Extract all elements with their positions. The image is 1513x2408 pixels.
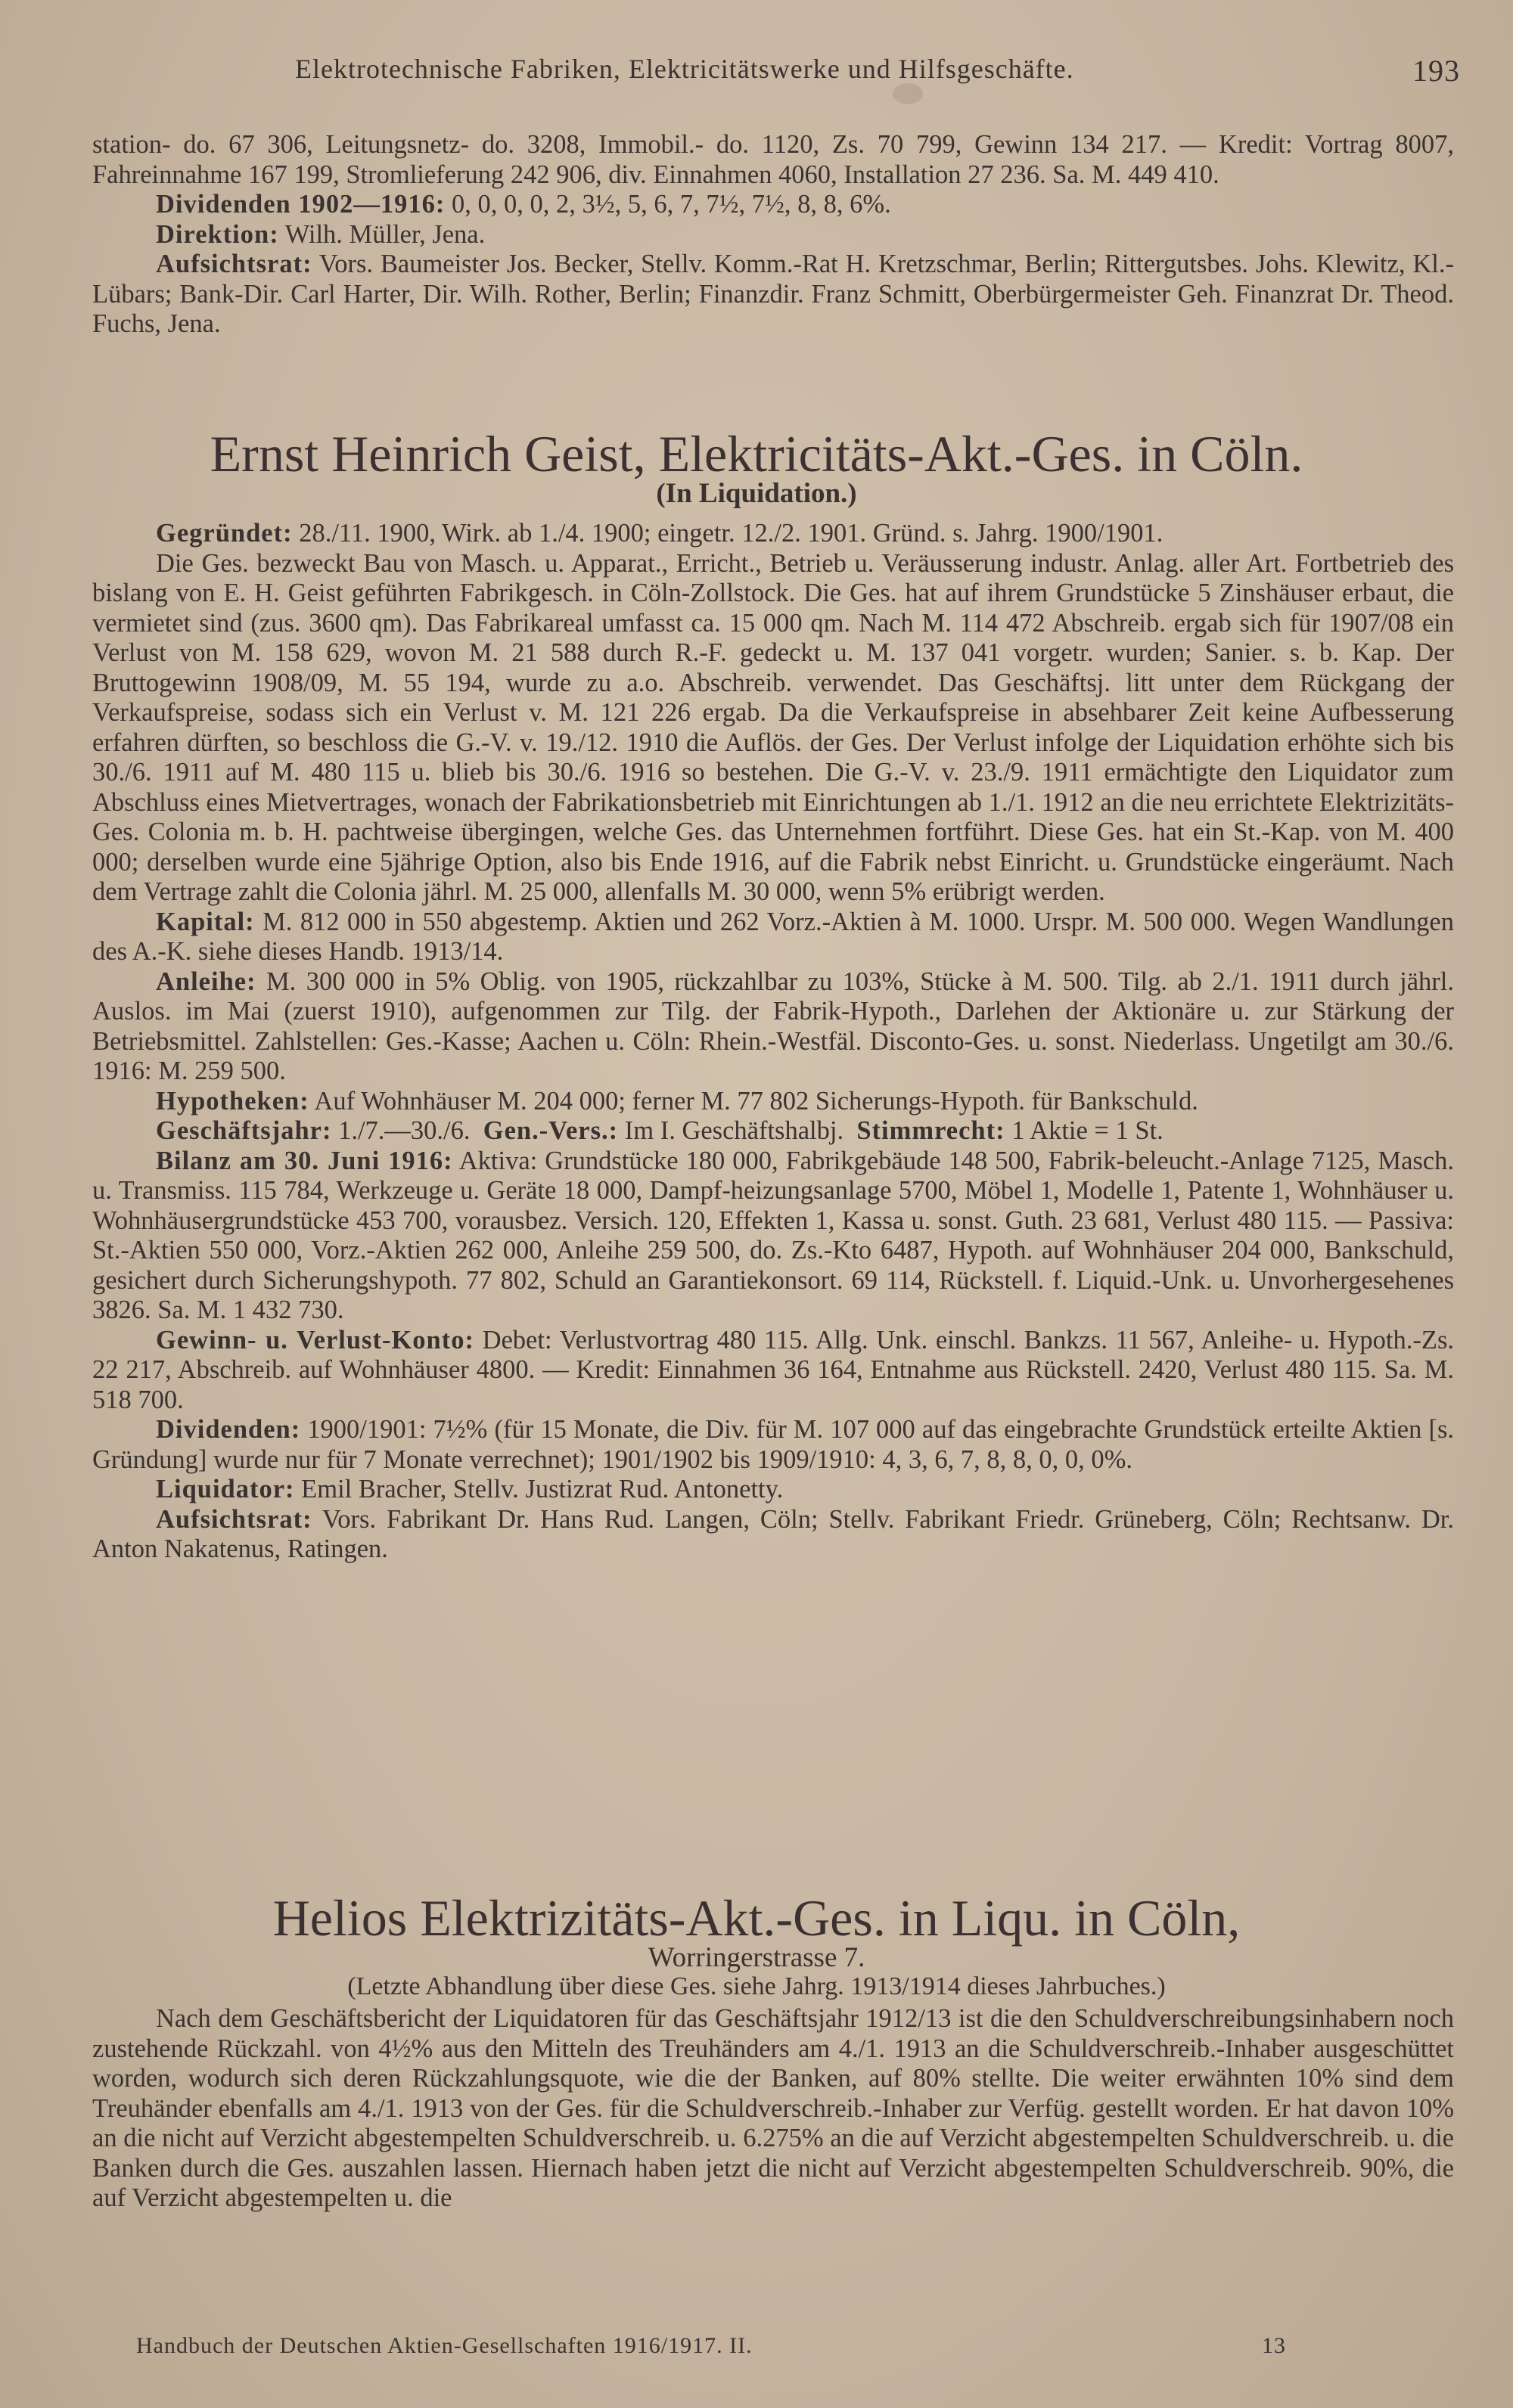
previous-entry-text: station- do. 67 306, Leitungsnetz- do. 3208, Immobil.- do. 1120, Zs. 70 799, Gewinn 134 217. — Kredit: Vortrag 8007, Fahreinnahme 167 199, Stromlieferung 242 906, div. Einnahmen 4060, Installation 27 236. Sa. M. 449 410. [92,130,1454,189]
geist-profit-loss [92,1326,1454,1416]
label: Dividenden: [156,1415,301,1444]
geist-fiscal-year [92,1116,1454,1147]
value: Vors. Baumeister Jos. Becker, Stellv. Komm.-Rat H. Kretzschmar, Berlin; Rittergutsbes. Johs. Klewitz, Kl.-Lübars; Bank-Dir. Carl Harter, Dir. Wilh. Rother, Berlin; Finanzdir. Franz Schmitt, Oberbürgermeister Geh. Finanzrat Dr. Theod. Fuchs, Jena. [92,250,1454,338]
running-title: Elektrotechnische Fabriken, Elektricitätswerke und Hilfsgeschäfte. [295,54,1074,84]
label: Gegründet: [156,519,293,548]
geist-supervisory-board [92,1505,1454,1565]
value: Vors. Fabrikant Dr. Hans Rud. Langen, Cöln; Stellv. Fabrikant Friedr. Grüneberg, Cöln; Rechtsanw. Dr. Anton Nakatenus, Ratingen. [92,1504,1454,1563]
label: Direktion: [156,219,279,249]
helios-entry [92,2004,1454,2214]
value: 1./7.—30./6. [331,1116,471,1145]
geist-balance [92,1147,1454,1326]
helios-body: Nach dem Geschäftsbericht der Liquidatoren für das Geschäftsjahr 1912/13 ist die den Schuldverschreibungsinhabern noch zustehende Rückzahl. von 4½% aus den Mitteln des Treuhänders am 4./1. 1913 an die Schuldverschreib.-Inhaber ausgeschüttet worden, wodurch sich deren Rückzahlungsquote, wie die der Banken, auf 80% stellte. Die weiter erwähnten 10% sind dem Treuhänder ebenfalls am 4./1. 1913 von der Ges. für die Schuldverschreib.-Inhaber zur Verfüg. gestellt worden. Er hat davon 10% an die nicht auf Verzicht abgestempelten Schuldverschreib. u. 6.275% an die auf Verzicht abgestempelten Schuldverschreib. u. die Banken durch die Ges. auszahlen lassen. Hiernach haben jetzt die nicht auf Verzicht abgestempelten Schuldverschreib. 90%, die auf Verzicht abgestempelten u. die [92,2004,1454,2212]
page-footer [136,2333,1286,2359]
label: Gen.-Vers.: [483,1116,619,1145]
value: Aktiva: Grundstücke 180 000, Fabrikgebäude 148 500, Fabrik-beleucht.-Anlage 7125, Masch. u. Transmiss. 115 784, Werkzeuge u. Geräte 18 000, Dampf-heizungsanlage 5700, Möbel 1, Modelle 1, Patente 1, Wohnhäuser u. Wohnhäusergrundstücke 453 700, vorausbez. Versich. 120, Effekten 1, Kassa u. sonst. Guth. 23 681, Verlust 480 115. — Passiva: St.-Aktien 550 000, Vorz.-Aktien 262 000, Anleihe 259 500, do. Zs.-Kto 6487, Hypoth. auf Wohnhäuser 204 000, Bankschuld, gesichert durch Sicherungshypoth. 77 802, Schuld an Garantiekonsort. 69 114, Rückstell. f. Liquid.-Unk. u. Unvorhergesehenes 3826. Sa. M. 1 432 730. [92,1146,1454,1324]
value: 1900/1901: 7½% (für 15 Monate, die Div. für M. 107 000 auf das eingebrachte Grundstück erteilte Aktien [s. Gründung] wurde nur für 7 Monate verrechnet); 1901/1902 bis 1909/1910: 4, 3, 6, 7, 8, 8, 0, 0, 0%. [92,1415,1454,1474]
previous-aufsichtsrat [92,250,1454,340]
geist-subtitle: (In Liquidation.) [656,478,857,509]
label: Hypotheken: [156,1086,309,1116]
value: Debet: Verlustvortrag 480 115. Allg. Unk. einschl. Bankzs. 11 567, Anleihe- u. Hypoth.-Zs. 22 217, Abschreib. auf Wohnhäuser 4800. — Kredit: Einnahmen 36 164, Entnahme aus Rückstell. 2420, Verlust 480 115. Sa. M. 518 700. [92,1325,1455,1414]
value: M. 812 000 in 550 abgestemp. Aktien und 262 Vorz.-Aktien à M. 1000. Urspr. M. 500 000. Wegen Wandlungen des A.-K. siehe dieses Handb. 1913/14. [92,907,1454,966]
label: Anleihe: [156,967,256,996]
geist-liquidator [92,1475,1454,1505]
geist-loan [92,967,1454,1087]
geist-mortgages [92,1087,1454,1117]
label: Geschäftsjahr: [156,1116,332,1145]
geist-founded [92,519,1454,549]
label: Kapital: [156,907,255,936]
label: Dividenden 1902—1916: [156,190,446,219]
geist-dividends [92,1415,1454,1475]
running-header [98,53,1460,98]
label: Aufsichtsrat: [156,1504,312,1534]
helios-note: (Letzte Abhandlung über diese Ges. siehe Jahrg. 1913/1914 dieses Jahrbuches.) [347,1972,1166,2000]
value: 0, 0, 0, 0, 2, 3½, 5, 6, 7, 7½, 7½, 8, 8, 6%. [445,190,891,219]
footer-source: Handbuch der Deutschen Aktien-Gesellschaften 1916/1917. II. [136,2333,753,2358]
value: Emil Bracher, Stellv. Justizrat Rud. Antonetty. [294,1475,784,1503]
previous-entry [92,130,1454,340]
value: Wilh. Müller, Jena. [278,219,486,249]
label: Stimmrecht: [856,1116,1005,1145]
previous-dividends [92,190,1454,220]
value: Auf Wohnhäuser M. 204 000; ferner M. 77 802 Sicherungs-Hypoth. für Bankschuld. [309,1086,1198,1116]
geist-title: Ernst Heinrich Geist, Elektricitäts-Akt.-Ges. in Cöln. [210,425,1303,483]
page-number: 193 [1412,54,1460,88]
helios-title: Helios Elektrizitäts-Akt.-Ges. in Liqu. in Cöln, [272,1889,1241,1947]
geist-body: Die Ges. bezweckt Bau von Masch. u. Apparat., Erricht., Betrieb u. Veräusserung industr. Anlag. aller Art. Fortbetrieb des bislang von E. H. Geist geführten Fabrikgesch. in Cöln-Zollstock. Die Ges. hat auf ihrem Grundstücke 5 Zinshäuser erbaut, die vermietet sind (zus. 3600 qm). Das Fabrikareal umfasst ca. 15 000 qm. Nach M. 114 472 Abschreib. ergab sich für 1907/08 ein Verlust von M. 158 629, wovon M. 21 588 durch R.-F. gedeckt u. M. 137 041 vorgetr. wurden; Sanier. s. b. Kap. Der Bruttogewinn 1908/09, M. 55 194, wurde zu a.o. Abschreib. verwendet. Das Geschäftsj. litt unter dem Rückgang der Verkaufspreise, sodass sich ein Verlust v. M. 121 226 ergab. Da die Verkaufspreise in absehbarer Zeit keine Aufbesserung erfahren dürften, so beschloss die G.-V. v. 19./12. 1910 die Auflös. der Ges. Der Verlust infolge der Liquidation erhöhte sich bis 30./6. 1911 auf M. 480 115 u. blieb bis 30./6. 1916 so bestehen. Die G.-V. v. 23./9. 1911 ermächtigte den Liquidator zum Abschluss eines Mietvertrages, wonach der Fabrikationsbetrieb mit Einrichtungen ab 1./1. 1912 an die neu errichtete Elektrizitäts-Ges. Colonia m. b. H. pachtweise übergingen, welche Ges. das Unternehmen fortführt. Diese Ges. hat ein St.-Kap. von M. 400 000; derselben wurde eine 5jährige Option, also bis Ende 1916, auf die Fabrik nebst Einricht. u. Grundstücke eingeräumt. Nach dem Vertrage zahlt die Colonia jährl. M. 25 000, allenfalls M. 30 000, wenn 5% erübrigt werden. [92,548,1454,906]
label: Liquidator: [156,1475,295,1503]
value: M. 300 000 in 5% Oblig. von 1905, rückzahlbar zu 103%, Stücke à M. 500. Tilg. ab 2./1. 1911 durch jährl. Auslos. im Mai (zuerst 1910), aufgenommen zur Tilg. der Fabrik-Hypoth., Darlehen der Aktionäre u. zur Stärkung der Betriebsmittel. Zahlstellen: Ges.-Kasse; Aachen u. Cöln: Rhein.-Westfäl. Disconto-Ges. u. sonst. Niederlass. Ungetilgt am 30./6. 1916: M. 259 500. [92,967,1454,1085]
geist-entry [92,519,1454,1565]
previous-direktion [92,220,1454,250]
geist-capital [92,908,1454,967]
helios-address: Worringerstrasse 7. [648,1942,865,1973]
label: Bilanz am 30. Juni 1916: [156,1146,453,1175]
label: Aufsichtsrat: [156,250,312,278]
value: 28./11. 1900, Wirk. ab 1./4. 1900; eingetr. 12./2. 1901. Gründ. s. Jahrg. 1900/1901. [292,519,1163,548]
value: 1 Aktie = 1 St. [1005,1116,1163,1145]
footer-signature: 13 [1262,2333,1286,2358]
label: Gewinn- u. Verlust-Konto: [156,1325,474,1354]
value: Im I. Geschäftshalbj. [618,1116,844,1145]
